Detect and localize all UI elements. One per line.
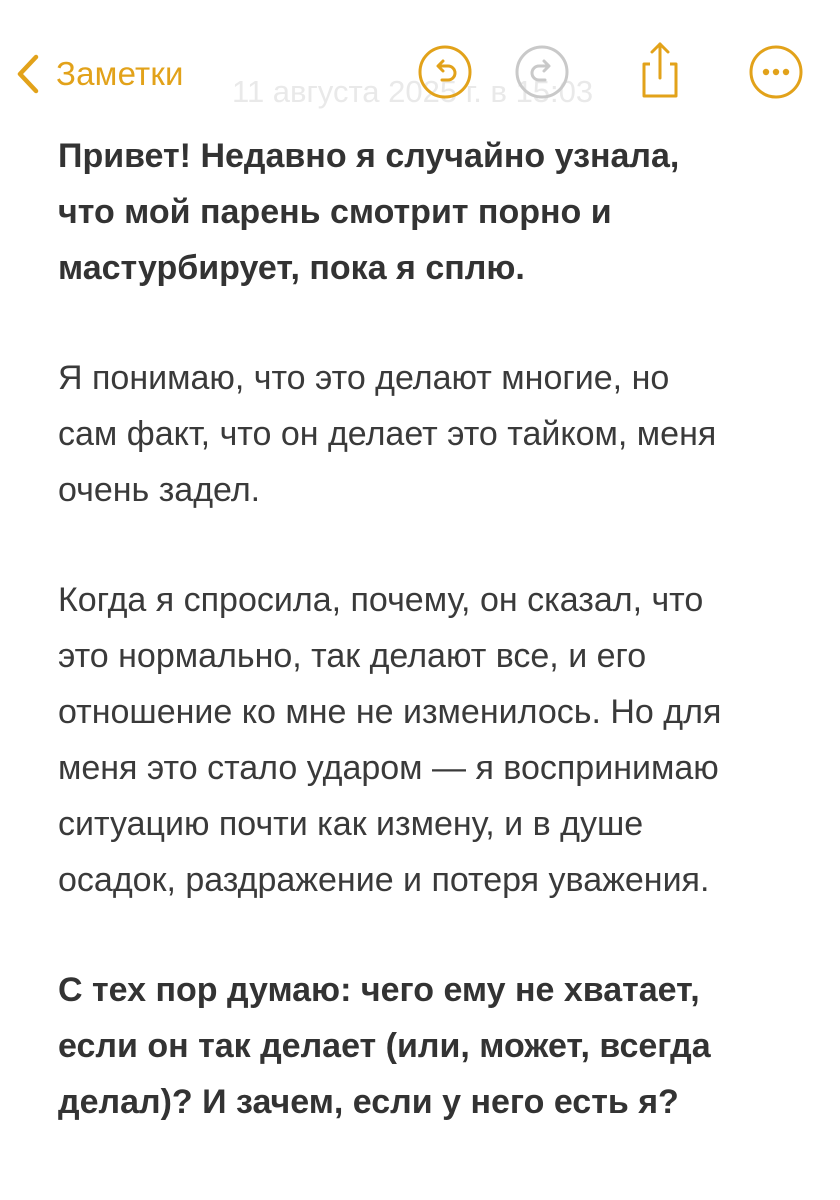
note-paragraph [58, 350, 818, 518]
note-text-line: Привет! Недавно я случайно узнала, [58, 137, 680, 175]
note-text-line: ситуацию почти как измену, и в душе [58, 805, 644, 843]
note-text-line: Я понимаю, что это делают многие, но [58, 359, 670, 397]
note-text-line: Когда я спросила, почему, он сказал, что [58, 581, 704, 619]
note-text-line: очень задел. [58, 471, 261, 509]
note-text-line: сам факт, что он делает это тайком, меня [58, 415, 717, 453]
redo-button[interactable] [514, 44, 570, 100]
note-text-line: С тех пор думаю: чего ему не хватает, [58, 971, 700, 1009]
note-text-line: мастурбирует, пока я сплю. [58, 249, 525, 287]
note-body[interactable] [58, 128, 818, 1184]
navigation-bar [0, 0, 840, 130]
share-icon [632, 40, 688, 100]
undo-icon [417, 44, 473, 100]
note-text-line: отношение ко мне не изменилось. Но для [58, 693, 722, 731]
chevron-left-icon [16, 54, 40, 94]
note-date-faded: 11 августа 2025 г. в 15:03 [232, 74, 594, 109]
back-to-notes-button[interactable] [16, 46, 184, 102]
note-text-line: меня это стало ударом — я воспринимаю [58, 749, 719, 787]
note-paragraph [58, 128, 818, 296]
note-paragraph [58, 962, 818, 1130]
more-icon [748, 44, 804, 100]
note-text-line: это нормально, так делают все, и его [58, 637, 647, 675]
undo-button[interactable] [417, 44, 473, 100]
note-paragraph [58, 572, 818, 908]
more-options-button[interactable] [748, 44, 804, 100]
note-text-line: если он так делает (или, может, всегда [58, 1027, 711, 1065]
note-text-line: осадок, раздражение и потеря уважения. [58, 861, 710, 899]
note-text-line: что мой парень смотрит порно и [58, 193, 612, 231]
share-button[interactable] [632, 40, 688, 96]
note-text-line: делал)? И зачем, если у него есть я? [58, 1083, 679, 1121]
back-button-label: Заметки [56, 55, 184, 92]
redo-icon [514, 44, 570, 100]
